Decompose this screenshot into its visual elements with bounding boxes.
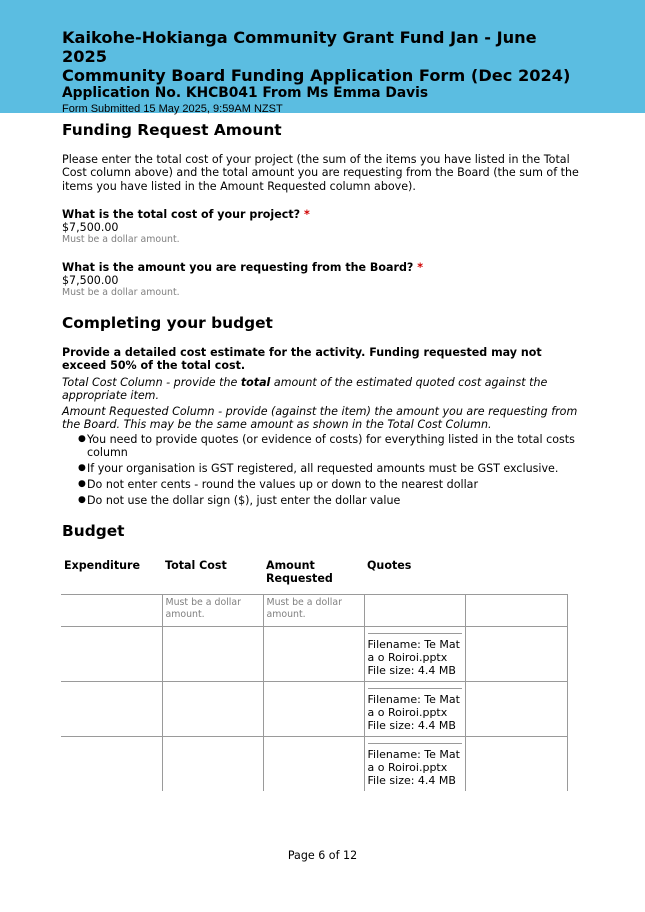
column-header-expenditure: Expenditure [64, 559, 141, 572]
amount-requested-cell [263, 737, 364, 792]
required-mark: * [303, 208, 310, 221]
section-title-funding: Funding Request Amount [62, 121, 282, 139]
section-title-completing: Completing your budget [62, 314, 273, 332]
question-label: What is the amount you are requesting from the Board? * [62, 261, 424, 274]
total-cost-cell [162, 627, 263, 682]
budget-section [62, 522, 583, 540]
total-cost-value: $7,500.00 [62, 221, 119, 234]
expenditure-cell [61, 682, 162, 737]
file-size: File size: 4.4 MB [367, 664, 456, 677]
funding-section [62, 121, 583, 139]
file-name: Filename: Te Mat a o Roiroi.pptx [367, 638, 460, 664]
amount-requested-cell [263, 627, 364, 682]
completing-notes [62, 346, 583, 507]
page-header [0, 0, 645, 113]
column-header-amount-requested: Amount Requested [266, 559, 333, 585]
budget-bold-note: Provide a detailed cost estimate for the activity. Funding requested may not exceed 50% of the total cost. [62, 346, 542, 373]
budget-table [61, 554, 568, 791]
question-total-cost [62, 208, 583, 246]
blank-cell [465, 737, 567, 792]
table-row [61, 627, 567, 682]
page-number: Page 6 of 12 [287, 849, 358, 862]
budget-rules-list [62, 433, 583, 507]
amount-requested-note: Amount Requested Column - provide (against the item) the amount you are requesting from the Board. This may be the same amount as shown in the Total Cost Column. [62, 405, 578, 432]
file-attachment[interactable] [368, 743, 462, 787]
column-header-total-cost: Total Cost [165, 559, 227, 572]
section-title-budget: Budget [62, 522, 125, 540]
list-item: ● You need to provide quotes (or evidence of costs) for everything listed in the total costs column [78, 432, 575, 459]
question-amount-requested [62, 261, 583, 299]
expenditure-cell [61, 595, 162, 627]
funding-intro-block [62, 153, 583, 193]
application-number: Application No. KHCB041 From Ms Emma Davis [62, 85, 429, 101]
required-mark: * [417, 261, 424, 274]
column-header-blank [465, 554, 567, 595]
quotes-cell [364, 682, 465, 737]
submitted-timestamp: Form Submitted 15 May 2025, 9:59AM NZST [62, 103, 283, 115]
total-cost-cell [162, 682, 263, 737]
field-hint: Must be a dollar amount. [62, 234, 180, 245]
table-row [61, 682, 567, 737]
blank-cell [465, 595, 567, 627]
funding-intro: Please enter the total cost of your project (the sum of the items you have listed in the Total Cost column above) and the total amount you are requesting from the Board (the sum of the items you have listed in the Amount Requested column above). [62, 153, 579, 193]
form-title-line1: Kaikohe-Hokianga Community Grant Fund Jan - June 2025 [62, 28, 537, 66]
form-title-line2: Community Board Funding Application Form (Dec 2024) [62, 66, 571, 85]
completing-section [62, 314, 583, 332]
field-hint: Must be a dollar amount. [62, 287, 180, 298]
file-name: Filename: Te Mat a o Roiroi.pptx [367, 748, 460, 774]
list-item: ● Do not enter cents - round the values up or down to the nearest dollar [78, 477, 479, 491]
file-name: Filename: Te Mat a o Roiroi.pptx [367, 693, 460, 719]
expenditure-cell [61, 737, 162, 792]
amount-requested-hint: Must be a dollar amount. [263, 595, 364, 627]
total-cost-note: Total Cost Column - provide the total amount of the estimated quoted cost against the appropriate item. [62, 375, 548, 402]
list-item: ● Do not use the dollar sign ($), just enter the dollar value [78, 493, 401, 507]
expenditure-cell [61, 627, 162, 682]
question-label: What is the total cost of your project? * [62, 208, 310, 221]
file-attachment[interactable] [368, 633, 462, 677]
amount-requested-value: $7,500.00 [62, 274, 119, 287]
blank-cell [465, 682, 567, 737]
table-header-row [61, 554, 567, 595]
file-size: File size: 4.4 MB [367, 774, 456, 787]
blank-cell [465, 627, 567, 682]
quotes-cell [364, 627, 465, 682]
quotes-cell [364, 737, 465, 792]
total-cost-hint: Must be a dollar amount. [162, 595, 263, 627]
quotes-cell [364, 595, 465, 627]
amount-requested-cell [263, 682, 364, 737]
list-item: ● If your organisation is GST registered, all requested amounts must be GST exclusive. [78, 461, 559, 475]
column-header-quotes: Quotes [367, 559, 412, 572]
total-cost-cell [162, 737, 263, 792]
file-size: File size: 4.4 MB [367, 719, 456, 732]
file-attachment[interactable] [368, 688, 462, 732]
table-row [61, 737, 567, 792]
table-row [61, 595, 567, 627]
